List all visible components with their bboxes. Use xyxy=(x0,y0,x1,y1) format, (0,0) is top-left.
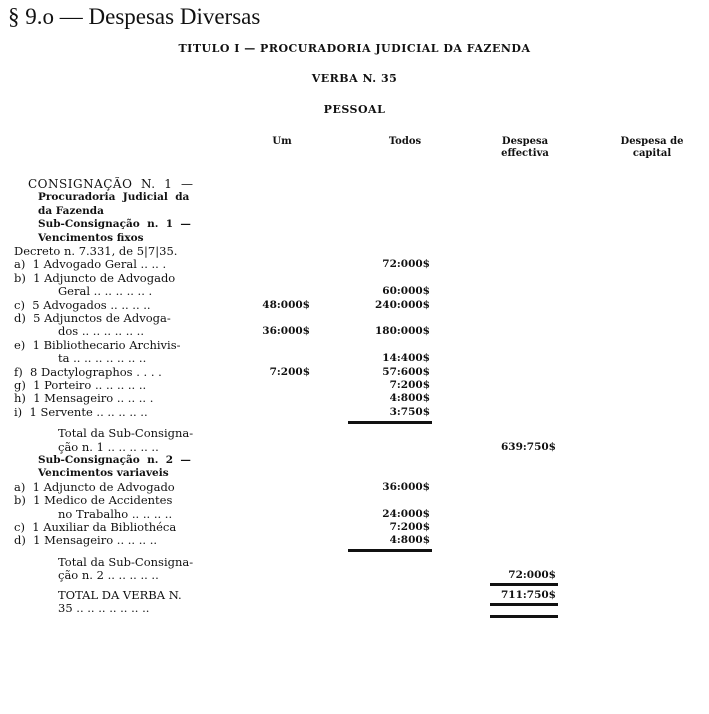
amount-todos: 24:000$ xyxy=(382,507,430,520)
row-label: Geral .. .. .. .. .. . xyxy=(58,284,153,299)
row-label: 35 .. .. .. .. .. .. .. xyxy=(58,601,150,615)
sum-rule xyxy=(348,421,432,424)
amount-todos: 4:800$ xyxy=(389,534,430,547)
row-label: ta .. .. .. .. .. .. .. xyxy=(58,351,147,366)
amount-todos: 72:000$ xyxy=(382,258,430,271)
amount-total-verba: 711:750$ xyxy=(500,589,556,601)
amount-efetiva: 72:000$ xyxy=(508,569,556,582)
row-label: a) 1 Advogado Geral .. .. . xyxy=(14,257,167,272)
amount-todos: 7:200$ xyxy=(389,379,430,391)
amount-um: 48:000$ xyxy=(262,298,310,311)
row-label: a) 1 Adjuncto de Advogado xyxy=(14,479,175,494)
amount-todos: 60:000$ xyxy=(382,285,430,298)
row-label: h) 1 Mensageiro .. .. .. . xyxy=(14,391,154,406)
row-label: dos .. .. .. .. .. .. xyxy=(58,324,144,339)
row-label: TOTAL DA VERBA N. xyxy=(58,587,182,602)
row-label: Total da Sub-Consigna- xyxy=(58,554,194,569)
column-header-despesa-efetiva: Despesa effectiva xyxy=(501,136,549,159)
row-label: g) 1 Porteiro .. .. .. .. .. xyxy=(14,378,147,392)
row-label: Vencimentos fixos xyxy=(38,231,144,244)
document-title: TITULO I — PROCURADORIA JUDICIAL DA FAZENDA xyxy=(178,42,531,55)
sum-rule xyxy=(490,583,558,586)
column-header-um: Um xyxy=(272,136,292,147)
row-label: f) 8 Dactylographos . . . . xyxy=(14,364,162,379)
amount-um: 7:200$ xyxy=(269,365,310,378)
row-label: Procuradoria Judicial da xyxy=(38,191,190,204)
row-label: b) 1 Medico de Accidentes xyxy=(14,493,173,508)
row-label: d) 1 Mensageiro .. .. .. .. xyxy=(14,533,158,548)
row-label: Sub-Consignação n. 2 — xyxy=(38,454,191,466)
row-label: b) 1 Adjuncto de Advogado xyxy=(14,270,176,285)
row-label: da Fazenda xyxy=(38,204,104,217)
row-label: i) 1 Servente .. .. .. .. .. xyxy=(14,404,148,419)
amount-todos: 57:600$ xyxy=(382,365,430,378)
row-label: ção n. 2 .. .. .. .. .. xyxy=(58,568,159,583)
amount-todos: 14:400$ xyxy=(382,352,430,365)
row-label: Total da Sub-Consigna- xyxy=(58,426,194,441)
row-label: Vencimentos variaveis xyxy=(38,467,169,480)
row-label: e) 1 Bibliothecario Archivis- xyxy=(14,337,181,352)
verba-heading: VERBA N. 35 xyxy=(311,72,398,85)
section-subheading: PESSOAL xyxy=(323,103,386,116)
row-label: CONSIGNAÇÃO N. 1 — xyxy=(28,177,194,191)
amount-todos: 240:000$ xyxy=(374,298,430,311)
row-label: c) 1 Auxiliar da Bibliothéca xyxy=(14,520,177,534)
amount-efetiva: 639:750$ xyxy=(500,440,556,453)
amount-todos: 4:800$ xyxy=(389,392,430,405)
row-label: no Trabalho .. .. .. .. xyxy=(58,506,173,521)
total-rule xyxy=(490,603,558,606)
amount-todos: 180:000$ xyxy=(374,325,430,338)
sum-rule xyxy=(348,549,432,552)
row-label: c) 5 Advogados .. .. .. .. xyxy=(14,297,151,312)
amount-um: 36:000$ xyxy=(262,325,310,338)
amount-todos: 7:200$ xyxy=(389,521,430,533)
row-label: d) 5 Adjunctos de Advoga- xyxy=(14,311,171,325)
total-rule xyxy=(490,615,558,618)
section-heading: § 9.o — Despesas Diversas xyxy=(8,4,261,29)
row-label: Decreto n. 7.331, de 5|7|35. xyxy=(14,244,178,258)
column-header-despesa-capital: Despesa de capital xyxy=(620,136,684,159)
amount-todos: 36:000$ xyxy=(382,480,430,493)
amount-todos: 3:750$ xyxy=(389,405,430,418)
column-header-todos: Todos xyxy=(388,136,422,147)
row-label: ção n. 1 .. .. .. .. .. xyxy=(58,439,159,454)
row-label: Sub-Consignação n. 1 — xyxy=(38,218,191,231)
